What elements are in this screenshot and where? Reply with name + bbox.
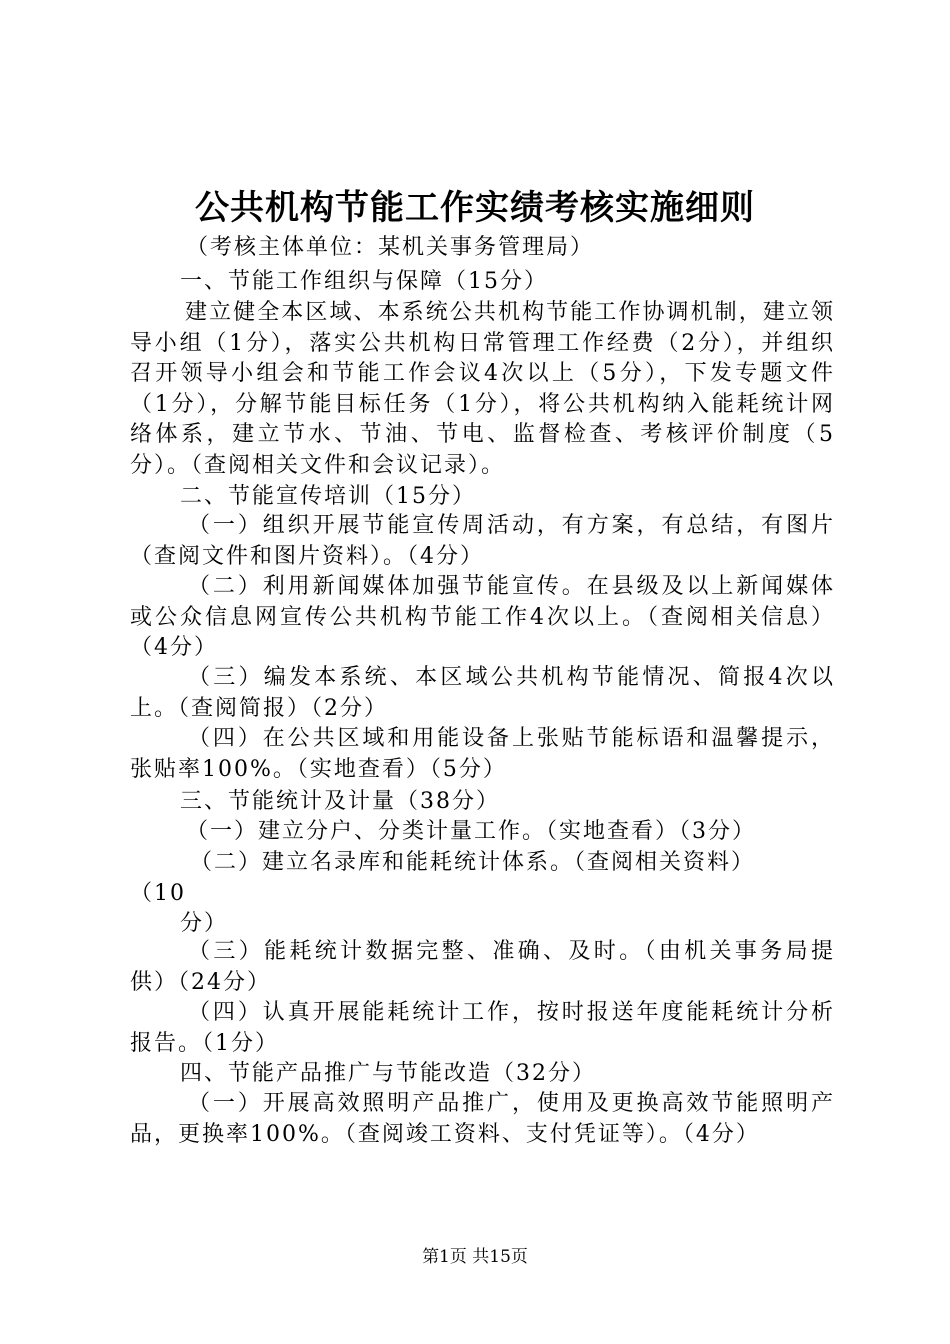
section-2-heading: 二、节能宣传培训（15分） [180, 484, 476, 509]
section-1-body: 建立健全本区域、本系统公共机构节能工作协调机制，建立领导小组（1分），落实公共机构日常管理工作经费（2分），并组织召开领导小组会和节能工作会议4次以上（5分），下发专题文件（1分），分解节能目标任务（1分），将公共机构纳入能耗统计网络体系，建立节水、节油、节电、监督检查、考核评价制度（5分）。（查阅相关文件和会议记录）。 [130, 300, 835, 478]
section-2-item-1: （一）组织开展节能宣传周活动，有方案，有总结，有图片（查阅文件和图片资料）。（4分） [130, 513, 835, 569]
page-number-footer: 第1页 共15页 [422, 1247, 528, 1267]
document-title: 公共机构节能工作实绩考核实施细则 [195, 188, 755, 228]
section-3-item-2-line-3: 分） [180, 911, 229, 936]
section-2-item-4: （四）在公共区域和用能设备上张贴节能标语和温馨提示，张贴率100%。（实地查看）（5分） [130, 726, 835, 782]
document-subtitle: （考核主体单位：某机关事务管理局） [186, 235, 595, 260]
section-4-heading: 四、节能产品推广与节能改造（32分） [180, 1061, 596, 1086]
section-3-item-1: （一）建立分户、分类计量工作。（实地查看）（3分） [186, 819, 756, 844]
section-3-heading: 三、节能统计及计量（38分） [180, 789, 500, 814]
section-3-item-4: （四）认真开展能耗统计工作，按时报送年度能耗统计分析报告。（1分） [130, 1000, 835, 1056]
section-3-item-2-line-1: （二）建立名录库和能耗统计体系。（查阅相关资料） [190, 850, 756, 875]
section-3-item-3: （三）能耗统计数据完整、准确、及时。（由机关事务局提供）（24分） [130, 939, 835, 995]
section-1-heading: 一、节能工作组织与保障（15分） [180, 269, 548, 294]
section-3-item-2-line-2: （10 [130, 881, 186, 906]
section-4-item-1: （一）开展高效照明产品推广，使用及更换高效节能照明产品，更换率100%。（查阅竣工资料、支付凭证等）。（4分） [130, 1091, 835, 1147]
section-2-item-3: （三）编发本系统、本区域公共机构节能情况、简报4次以上。（查阅简报）（2分） [130, 665, 835, 721]
section-2-item-2: （二）利用新闻媒体加强节能宣传。在县级及以上新闻媒体或公众信息网宣传公共机构节能工作4次以上。（查阅相关信息）（4分） [130, 574, 835, 660]
